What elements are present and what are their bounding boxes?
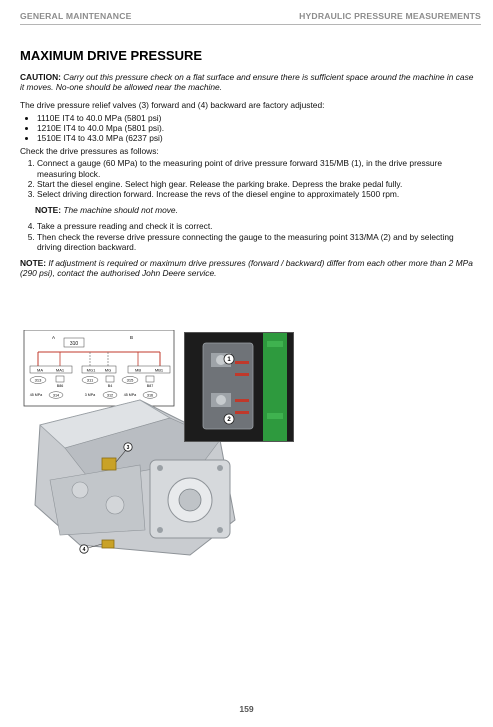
pressure-2: 3 MPa [84, 393, 96, 397]
callout-2 [224, 414, 234, 424]
pressure-3: 45 MPa [123, 393, 137, 397]
callout-1 [224, 354, 234, 364]
oval-315: 315 [126, 377, 134, 383]
port-ma1: MA1 [55, 367, 65, 373]
step-item: 1. Connect a gauge (60 MPa) to the measuring point of drive pressure forward 315/MB (1), in the drive pressure measuring block. [37, 158, 475, 178]
port-mg: MG [104, 367, 112, 373]
adjustment-note [20, 258, 475, 278]
callout-label: 2 [227, 417, 231, 423]
list-item: • 1110E IT4 to 40.0 MPa (5801 psi) [37, 113, 475, 123]
port-ma: MA [37, 367, 43, 373]
intro-text: The drive pressure relief valves (3) forward and (4) backward are factory adjusted: [20, 100, 325, 111]
header-divider [20, 24, 481, 25]
page-number: 159 [239, 704, 254, 714]
hydraulic-schematic [24, 330, 174, 406]
header-left: GENERAL MAINTENANCE [20, 11, 132, 21]
callout-4 [80, 545, 88, 553]
step-item: 4. Take a pressure reading and check it is correct. [37, 221, 475, 231]
pressure-1: 45 MPa [29, 393, 43, 397]
oval-311: 311 [86, 377, 94, 383]
note-text: If adjustment is required or maximum drive pressures (forward / backward) differ from each other more than 2 MPa (290 psi), contact the authorised John Deere service. [20, 258, 473, 279]
callout-3 [124, 443, 132, 451]
schematic-label-b: B [130, 335, 134, 340]
page-header [20, 7, 481, 25]
step-item: 3. Select driving direction forward. Increase the revs of the diesel engine to approximately 1500 rpm. [37, 189, 475, 199]
port-mb: MB [135, 367, 141, 373]
oval-314: 314 [52, 393, 60, 398]
header-right: HYDRAULIC PRESSURE MEASUREMENTS [299, 11, 481, 21]
content [20, 48, 475, 278]
caution-paragraph [20, 72, 475, 92]
callout-label: 3 [126, 445, 130, 451]
oval-313: 313 [34, 377, 42, 383]
steps-list [20, 158, 475, 199]
step-item: 5. Then check the reverse drive pressure connecting the gauge to the measuring point 313/MA (2) and by selecting driving direction backward. [37, 232, 475, 252]
list-item: • 1510E IT4 to 43.0 MPa (6237 psi) [37, 133, 475, 143]
port-mg1: MG1 [86, 367, 96, 373]
check-intro: Check the drive pressures as follows: [20, 146, 159, 157]
port-mb1: MB1 [154, 367, 164, 373]
inner-note-text: The machine should not move. [63, 205, 178, 216]
measuring-block-photo [184, 332, 294, 442]
callout-label: 4 [82, 547, 86, 553]
page-title: MAXIMUM DRIVE PRESSURE [20, 48, 203, 63]
sensor-b87: B87 [146, 384, 154, 388]
steps-list-2 [20, 221, 475, 252]
inner-note-label: NOTE: [35, 205, 62, 216]
step-item: 2. Start the diesel engine. Select high gear. Release the parking brake. Depress the brake pedal fully. [37, 179, 475, 189]
schematic-top-box: 310 [69, 341, 79, 347]
sensor-b4: B4 [107, 384, 113, 388]
inner-note [35, 205, 475, 215]
caution-text: Carry out this pressure check on a flat surface and ensure there is sufficient space around the machine in case it moves. No-one should be allowed near the machine. [20, 72, 474, 93]
sensor-b86: B86 [56, 384, 64, 388]
model-list [20, 113, 475, 144]
list-item: • 1210E IT4 to 40.0 Mpa (5801 psi). [37, 123, 475, 133]
note-label: NOTE: [20, 258, 47, 269]
caution-label: CAUTION: [20, 72, 61, 82]
callout-label: 1 [227, 357, 231, 363]
schematic-label-a: A [52, 335, 56, 340]
oval-312: 312 [106, 393, 114, 398]
oval-316: 316 [146, 393, 154, 398]
